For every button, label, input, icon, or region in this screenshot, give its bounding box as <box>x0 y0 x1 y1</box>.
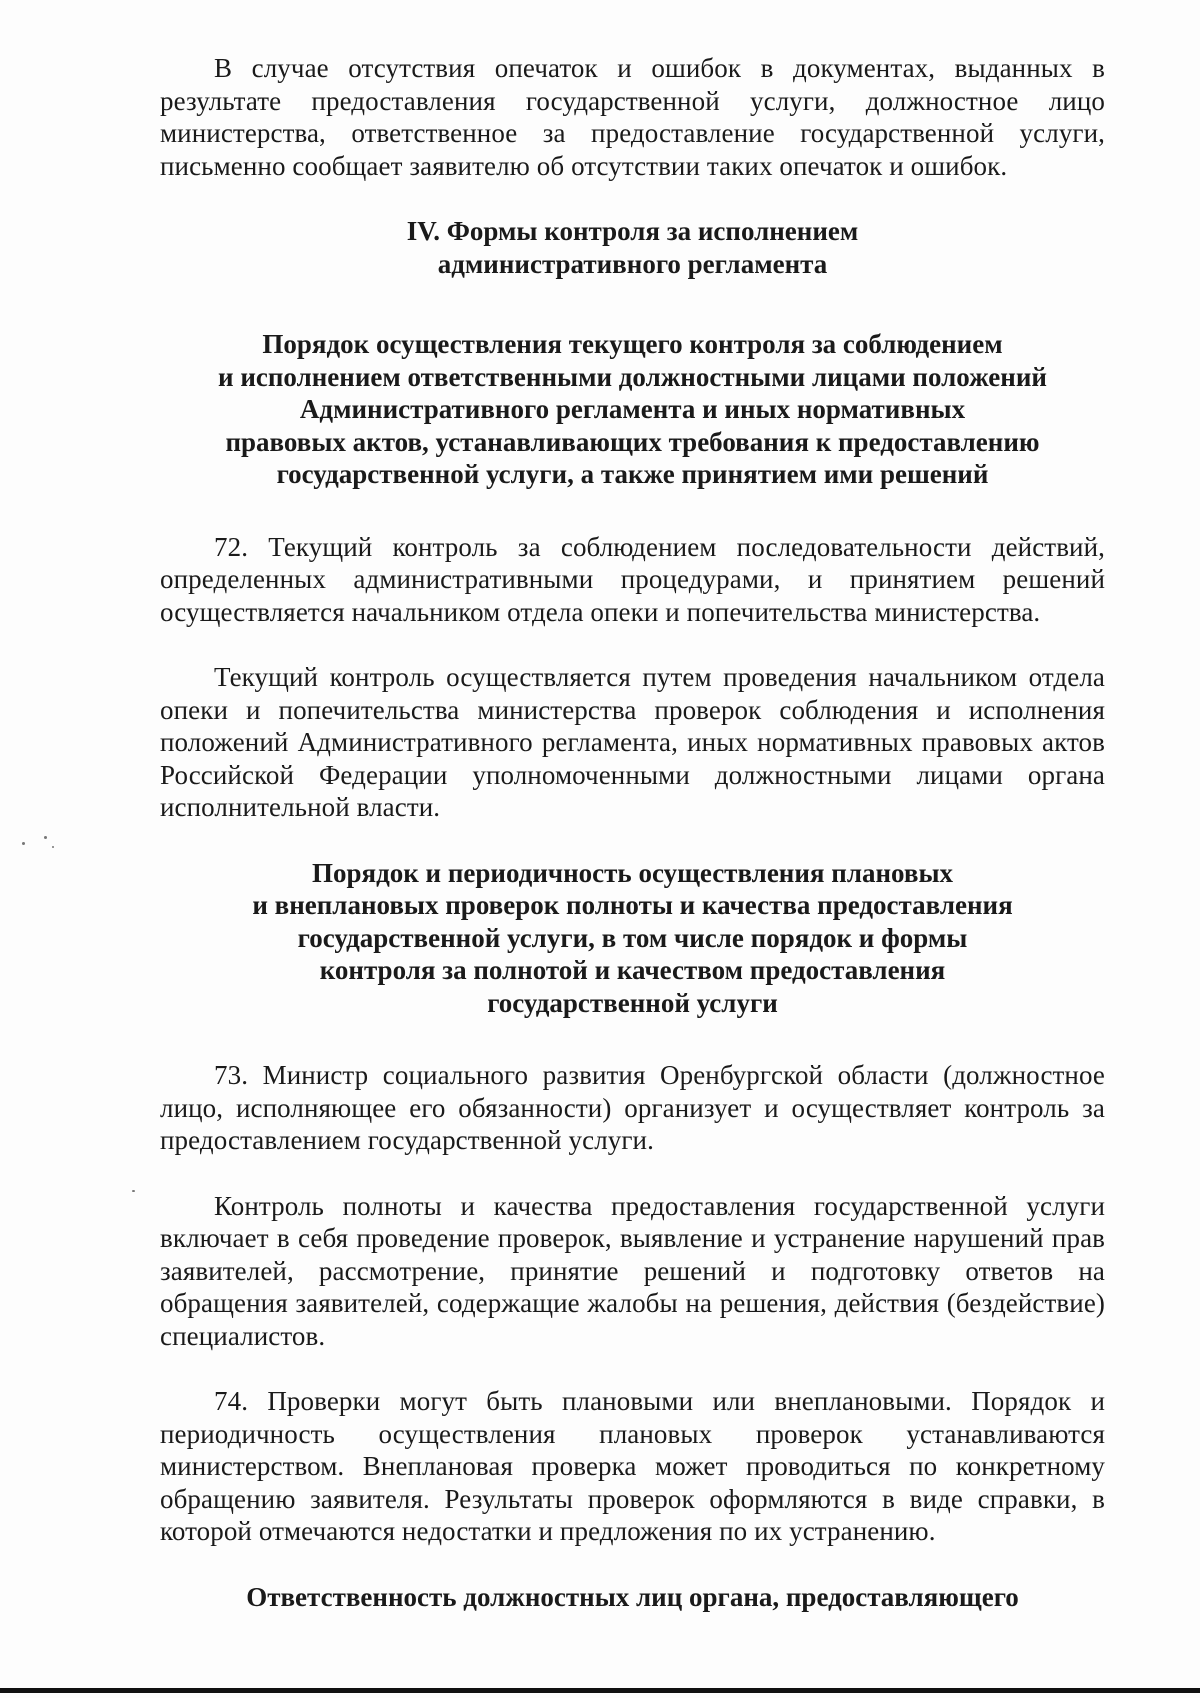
scan-speck <box>132 1190 135 1192</box>
subheading-line: контроля за полнотой и качеством предоставления <box>319 955 946 985</box>
paragraph-73-continued: Контроль полноты и качества предоставления государственной услуги включает в себя проведение проверок, выявление и устранение нарушений прав заявителей, рассмотрение, принятие решений и подготовку ответов на обращения заявителей, содержащие жалобы на решения, действия (бездействие) специалистов. <box>160 1190 1105 1351</box>
paragraph-72: 72. Текущий контроль за соблюдением последовательности действий, определенных административными процедурами, и принятием решений осуществляется начальником отдела опеки и попечительства министерства. <box>160 531 1105 627</box>
subheading-line: Порядок и периодичность осуществления плановых <box>311 857 954 888</box>
paragraph-73: 73. Министр социального развития Оренбургской области (должностное лицо, исполняющее его обязанности) организует и осуществляет контроль за предоставлением государственной услуги. <box>160 1060 1105 1155</box>
subheading-inspections <box>160 857 1105 1020</box>
document-body <box>160 52 1105 1647</box>
scan-speck <box>44 836 47 839</box>
subheading-current-control <box>160 328 1105 491</box>
scan-speck <box>52 846 54 848</box>
subheading-line: и внеплановых проверок полноты и качества предоставления <box>252 890 1013 920</box>
section-heading <box>160 215 1105 280</box>
subheading-responsibility <box>160 1581 1105 1614</box>
subheading-line: Административного регламента и иных нормативных <box>299 394 966 424</box>
paragraph-74: 74. Проверки могут быть плановыми или внеплановыми. Порядок и периодичность осуществления плановых проверок устанавливаются министерством. Внеплановая проверка может проводиться по конкретному обращению заявителя. Результаты проверок оформляются в виде справки, в которой отмечаются недостатки и предложения по их устранению. <box>160 1386 1105 1546</box>
scan-edge-line <box>0 1688 1200 1693</box>
section-heading-line: административного регламента <box>437 248 828 279</box>
section-heading-line: IV. Формы контроля за исполнением <box>406 216 859 246</box>
subheading-line: государственной услуги <box>487 987 778 1018</box>
subheading-line: государственной услуги, в том числе порядок и формы <box>297 922 968 953</box>
subheading-line: Порядок осуществления текущего контроля за соблюдением <box>262 329 1003 359</box>
paragraph-72-continued: Текущий контроль осуществляется путем проведения начальником отдела опеки и попечительства министерства проверок соблюдения и исполнения положений Административного регламента, иных нормативных правовых актов Российской Федерации уполномоченными должностными лицами органа исполнительной власти. <box>160 662 1105 822</box>
paragraph-typos: В случае отсутствия опечаток и ошибок в документах, выданных в результате предоставления государственной услуги, должностное лицо министерства, ответственное за предоставление государственной услуги, письменно сообщает заявителю об отсутствии таких опечаток и ошибок. <box>160 53 1105 181</box>
subheading-line: Ответственность должностных лиц органа, предоставляющего <box>246 1581 1019 1612</box>
subheading-line: правовых актов, устанавливающих требования к предоставлению <box>225 426 1040 457</box>
scan-speck <box>22 842 25 845</box>
subheading-line: и исполнением ответственными должностными лицами положений <box>218 361 1047 392</box>
subheading-line: государственной услуги, а также принятием ими решений <box>276 459 989 489</box>
